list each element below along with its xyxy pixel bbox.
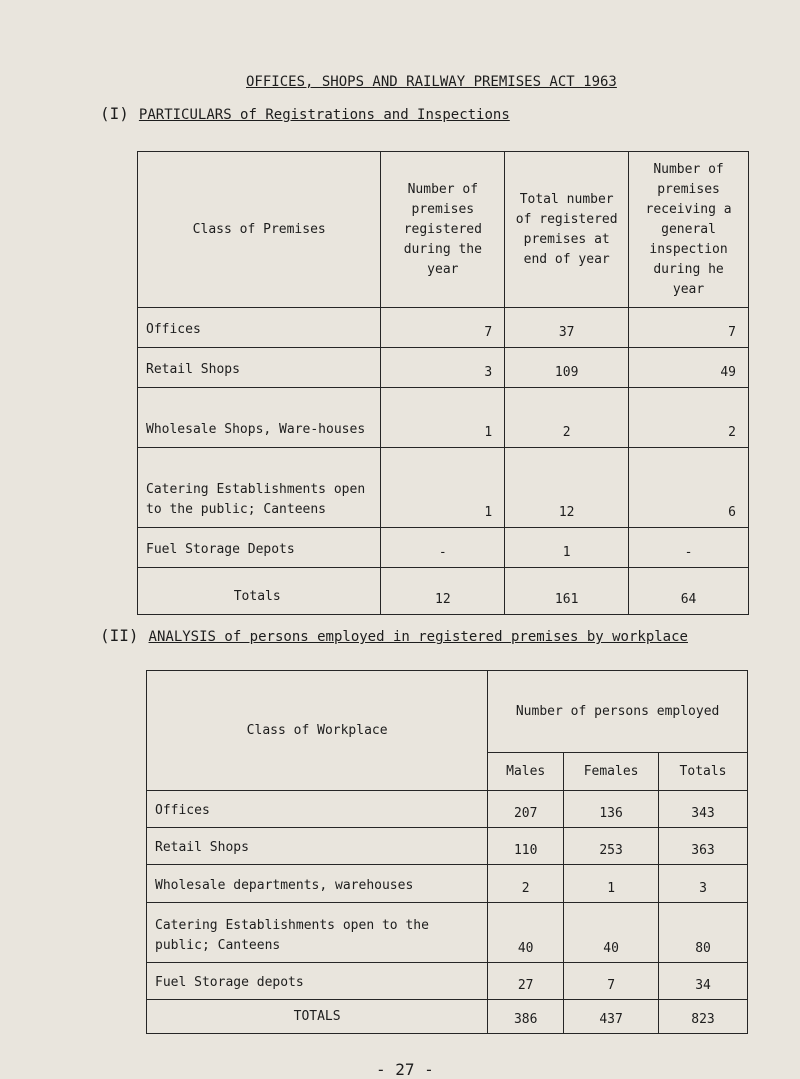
page-number: - 27 - — [376, 1060, 434, 1079]
row-males: 207 — [488, 791, 564, 828]
section-1-number: (I) — [100, 104, 129, 123]
row-registered: - — [381, 528, 505, 568]
row-totals: 343 — [659, 791, 748, 828]
totals-males: 386 — [488, 1000, 564, 1034]
document-title: OFFICES, SHOPS AND RAILWAY PREMISES ACT 1963 — [246, 74, 617, 90]
row-class: Retail Shops — [147, 828, 488, 865]
row-total: 12 — [505, 448, 629, 528]
totals-row — [138, 568, 749, 615]
table-row — [147, 865, 748, 903]
row-totals: 80 — [659, 903, 748, 963]
row-inspected: - — [629, 528, 749, 568]
table-row — [138, 388, 749, 448]
row-totals: 34 — [659, 963, 748, 1000]
row-class: Wholesale departments, warehouses — [147, 865, 488, 903]
column-header-class: Class of Workplace — [147, 671, 488, 791]
totals-inspected: 64 — [629, 568, 749, 615]
row-registered: 3 — [381, 348, 505, 388]
row-class: Wholesale Shops, Ware-houses — [138, 388, 381, 448]
totals-row — [147, 1000, 748, 1034]
row-inspected: 49 — [629, 348, 749, 388]
row-registered: 7 — [381, 308, 505, 348]
table-row — [138, 348, 749, 388]
row-class: Offices — [147, 791, 488, 828]
totals-registered: 12 — [381, 568, 505, 615]
row-registered: 1 — [381, 388, 505, 448]
row-females: 253 — [564, 828, 659, 865]
totals-label: TOTALS — [147, 1000, 488, 1034]
section-1-heading — [100, 104, 510, 123]
column-header-class: Class of Premises — [138, 152, 381, 308]
row-inspected: 2 — [629, 388, 749, 448]
row-registered: 1 — [381, 448, 505, 528]
row-class: Fuel Storage depots — [147, 963, 488, 1000]
row-total: 1 — [505, 528, 629, 568]
column-header-total: Total number of registered premises at end of year — [505, 152, 629, 308]
row-total: 2 — [505, 388, 629, 448]
table-row — [147, 903, 748, 963]
section-2-title: ANALYSIS of persons employed in registered premises by workplace — [148, 629, 688, 645]
column-header-inspected: Number of premises receiving a general inspection during he year — [629, 152, 749, 308]
row-class: Fuel Storage Depots — [138, 528, 381, 568]
totals-females: 437 — [564, 1000, 659, 1034]
table-row — [147, 791, 748, 828]
row-total: 37 — [505, 308, 629, 348]
row-males: 27 — [488, 963, 564, 1000]
section-2-heading — [100, 626, 688, 645]
row-class: Retail Shops — [138, 348, 381, 388]
row-total: 109 — [505, 348, 629, 388]
row-inspected: 7 — [629, 308, 749, 348]
row-totals: 3 — [659, 865, 748, 903]
registrations-table — [137, 151, 749, 615]
table-row — [138, 528, 749, 568]
row-males: 2 — [488, 865, 564, 903]
table-row — [138, 308, 749, 348]
table-row — [138, 448, 749, 528]
row-females: 1 — [564, 865, 659, 903]
column-header-registered: Number of premises registered during the year — [381, 152, 505, 308]
row-class: Catering Establishments open to the public; Canteens — [138, 448, 381, 528]
row-females: 7 — [564, 963, 659, 1000]
row-males: 110 — [488, 828, 564, 865]
table-row — [147, 828, 748, 865]
row-inspected: 6 — [629, 448, 749, 528]
column-header-males: Males — [488, 753, 564, 791]
row-females: 40 — [564, 903, 659, 963]
row-class: Catering Establishments open to the public; Canteens — [147, 903, 488, 963]
section-1-title: PARTICULARS of Registrations and Inspections — [138, 107, 510, 123]
totals-label: Totals — [138, 568, 381, 615]
table-header-row — [147, 671, 748, 753]
column-header-group: Number of persons employed — [488, 671, 748, 753]
table-header-row — [138, 152, 749, 308]
row-females: 136 — [564, 791, 659, 828]
totals-total: 161 — [505, 568, 629, 615]
employment-table — [146, 670, 748, 1034]
row-totals: 363 — [659, 828, 748, 865]
totals-totals: 823 — [659, 1000, 748, 1034]
section-2-number: (II) — [100, 626, 139, 645]
row-class: Offices — [138, 308, 381, 348]
table-row — [147, 963, 748, 1000]
column-header-totals: Totals — [659, 753, 748, 791]
row-males: 40 — [488, 903, 564, 963]
column-header-females: Females — [564, 753, 659, 791]
